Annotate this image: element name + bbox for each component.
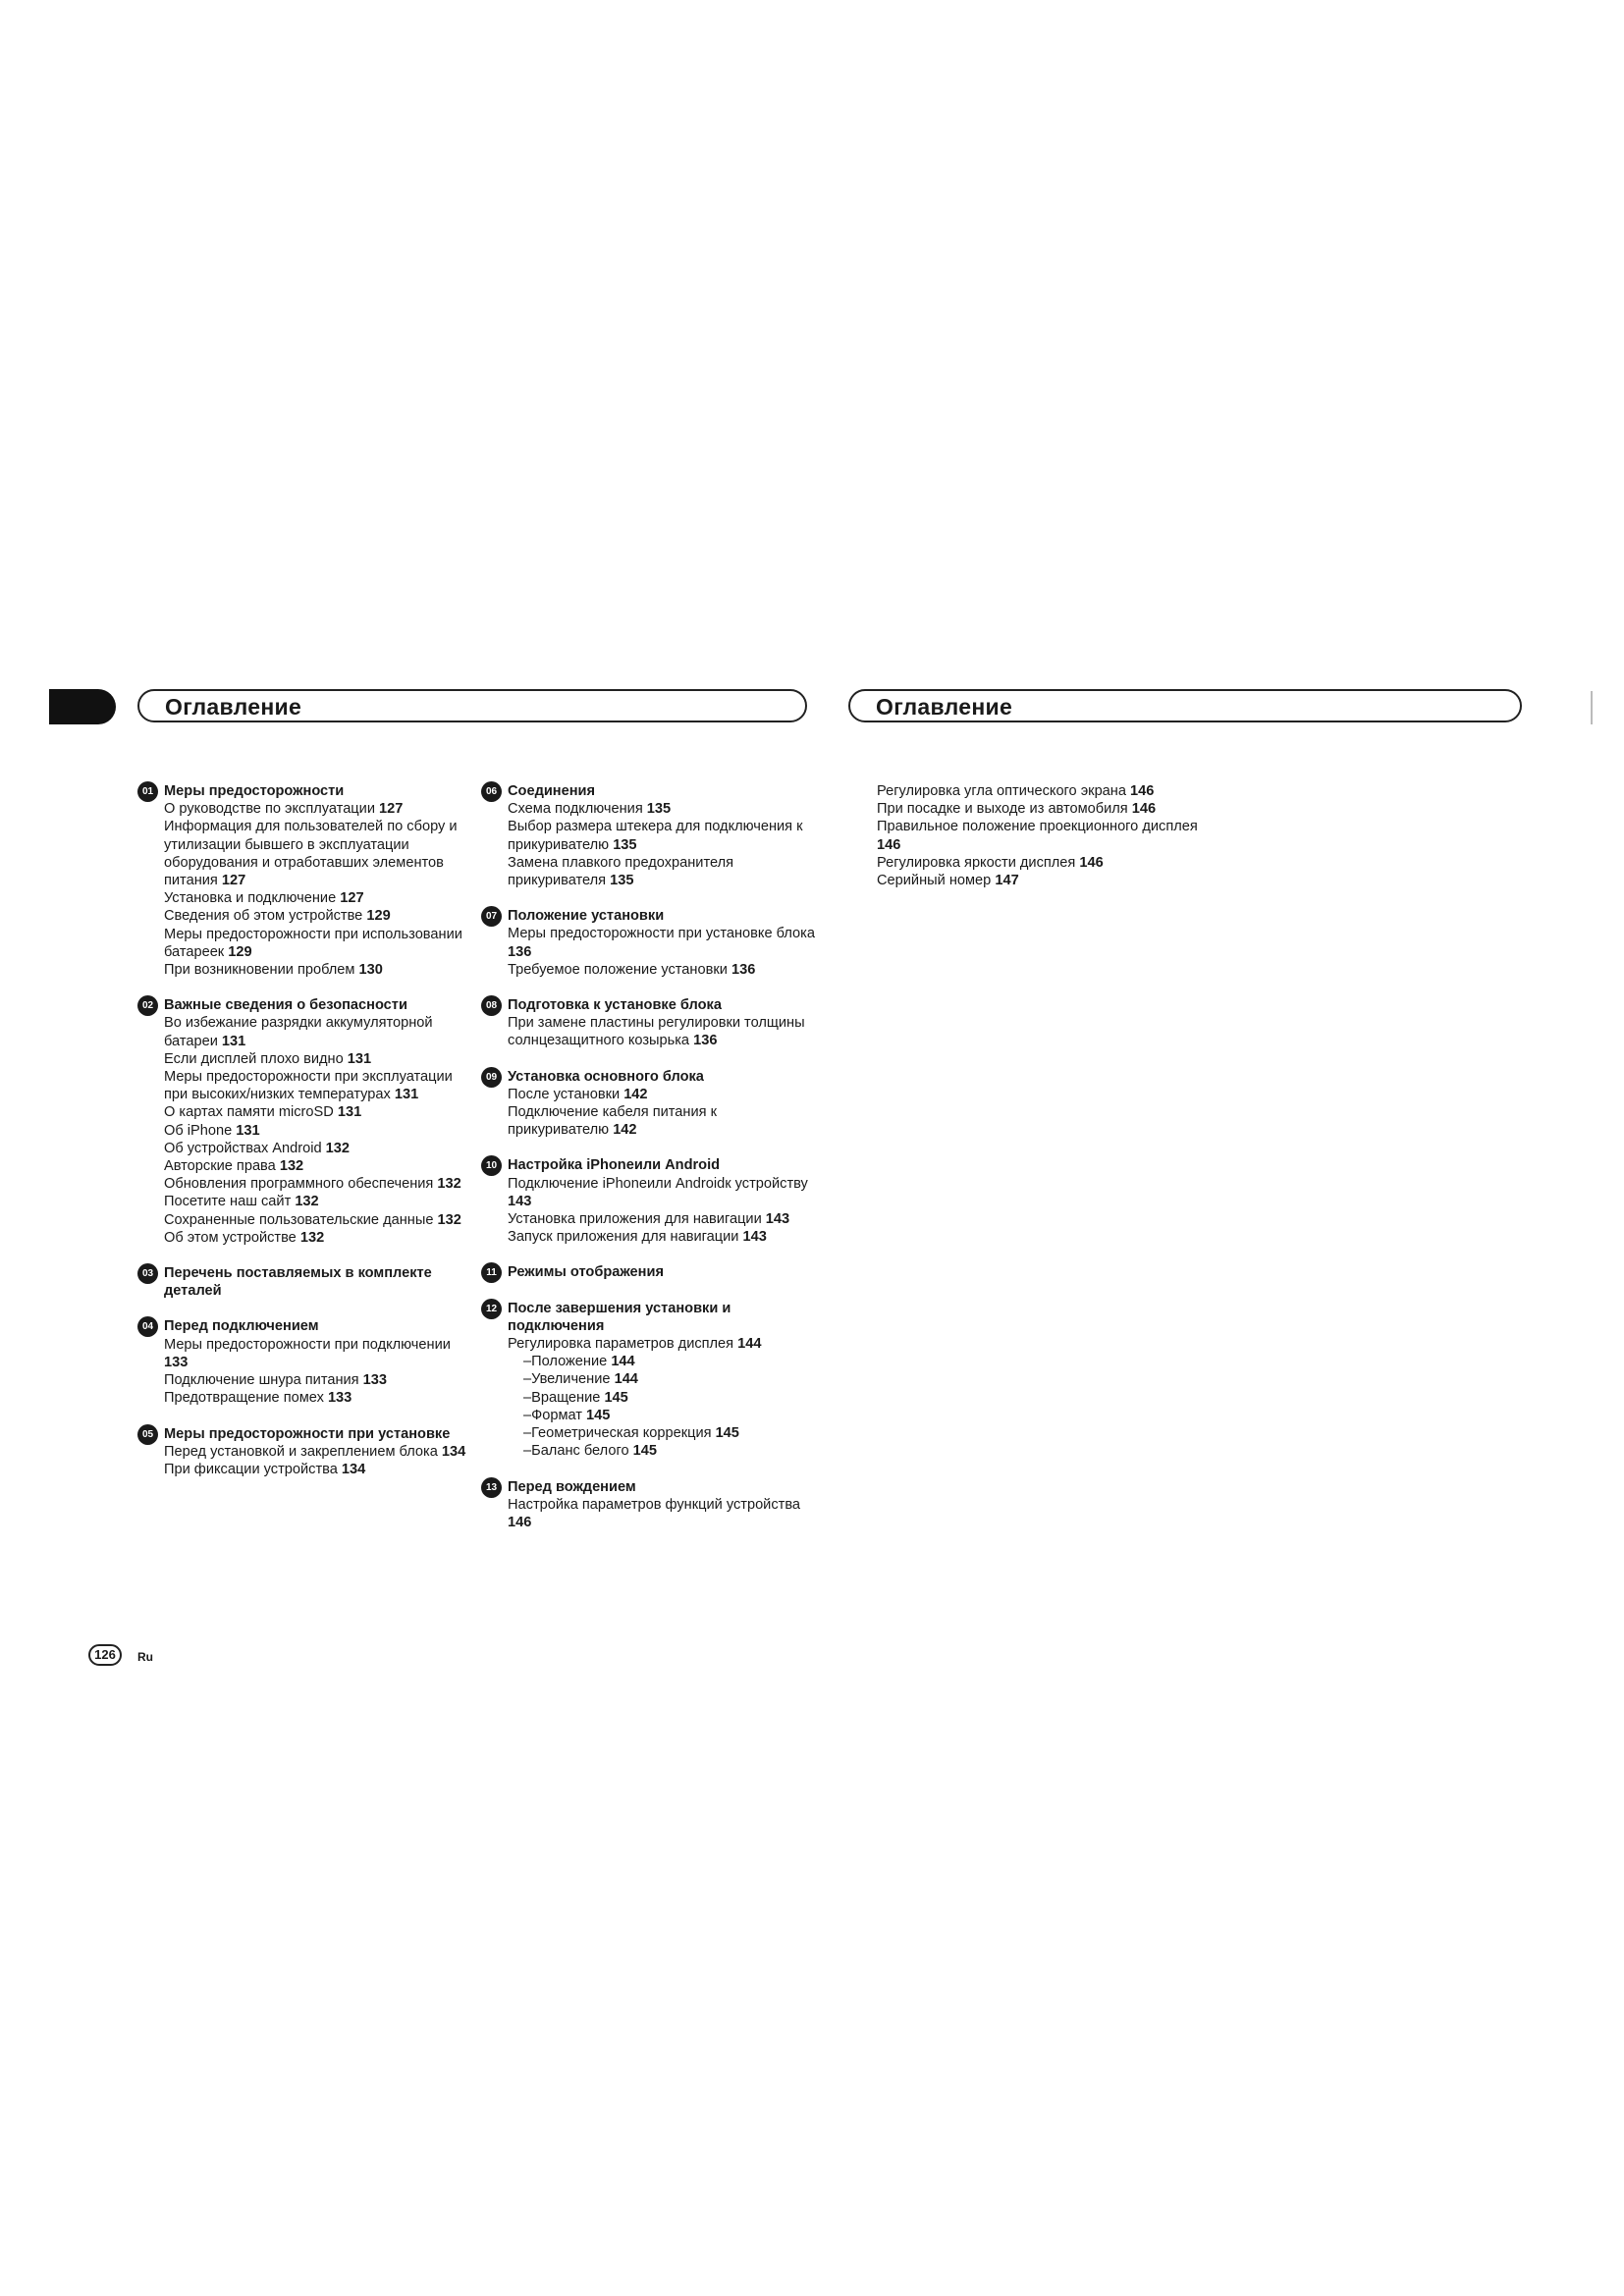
entry-page-number: 131 (337, 1104, 362, 1121)
header-banner-right (848, 689, 1522, 722)
section-title: Настройка iPhoneили Android (508, 1157, 721, 1174)
toc-entry[interactable] (508, 1086, 820, 1103)
entry-text: –Геометрическая коррекция (523, 1425, 712, 1442)
toc-section (137, 1425, 476, 1479)
entry-text: Установка приложения для навигации (508, 1211, 762, 1228)
section-title: Перед вождением (508, 1478, 636, 1495)
entry-text: Об этом устройстве (164, 1229, 297, 1246)
entry-page-number: 132 (437, 1176, 461, 1193)
entry-page-number: 144 (611, 1354, 635, 1370)
toc-entry[interactable] (508, 1407, 820, 1424)
toc-section (481, 907, 820, 979)
entry-text: –Формат (523, 1407, 582, 1423)
entry-text: После установки (508, 1086, 621, 1102)
toc-entry[interactable] (164, 1371, 476, 1389)
entry-text: Меры предосторожности при эксплуатации при высоких/низких температурах (164, 1069, 453, 1103)
section-number-icon: 11 (481, 1262, 502, 1283)
entry-page-number: 131 (236, 1122, 260, 1139)
entry-text: О руководстве по эксплуатации (164, 801, 375, 818)
toc-entry[interactable] (164, 961, 476, 979)
toc-column-3 (877, 782, 1216, 907)
entry-text: Меры предосторожности при подключении (164, 1336, 451, 1353)
section-number-icon: 10 (481, 1155, 502, 1176)
toc-entry[interactable] (508, 1335, 820, 1353)
section-number-icon: 08 (481, 995, 502, 1016)
entry-text: –Положение (523, 1354, 608, 1370)
toc-section (137, 1317, 476, 1407)
section-heading[interactable] (481, 1478, 820, 1496)
entry-text: Меры предосторожности при использовании батареек (164, 926, 462, 960)
section-number-icon: 04 (137, 1316, 158, 1337)
section-number-icon: 06 (481, 781, 502, 802)
toc-entry[interactable] (508, 1228, 820, 1246)
toc-entry[interactable] (164, 818, 476, 889)
entry-page-number: 132 (279, 1158, 304, 1175)
section-heading[interactable] (481, 907, 820, 925)
section-number-icon: 05 (137, 1424, 158, 1445)
entry-page-number: 134 (341, 1461, 366, 1477)
header-banner-left (137, 689, 807, 722)
page-edge-mark (1591, 691, 1593, 724)
entry-text: Регулировка яркости дисплея (877, 854, 1076, 871)
toc-entry[interactable] (508, 800, 820, 818)
toc-section (481, 1478, 820, 1532)
toc-column-1 (137, 782, 476, 1496)
entry-page-number: 133 (362, 1372, 388, 1389)
entry-page-number: 135 (646, 801, 672, 818)
entry-text: Об устройствах Android (164, 1140, 322, 1156)
entry-text: Информация для пользователей по сбору и утилизации бывшего в эксплуатации оборудования и отработавших элементов питания (164, 819, 458, 889)
toc-entry[interactable] (508, 1442, 820, 1460)
section-heading[interactable] (481, 1300, 820, 1335)
section-title: Важные сведения о безопасности (164, 997, 407, 1014)
entry-text: Выбор размера штекера для подключения к прикуривателю (508, 819, 803, 853)
entry-page-number: 132 (295, 1194, 319, 1210)
entry-page-number: 135 (610, 873, 634, 889)
entry-page-number: 130 (358, 962, 383, 979)
section-number-icon: 02 (137, 995, 158, 1016)
toc-section (481, 1300, 820, 1461)
entry-page-number: 145 (632, 1443, 658, 1460)
entry-text: Требуемое положение установки (508, 961, 728, 978)
entry-text: Меры предосторожности при установке блока (508, 926, 815, 942)
entry-text: Регулировка параметров дисплея (508, 1336, 734, 1353)
entry-page-number: 136 (731, 961, 756, 978)
entry-text: –Баланс белого (523, 1443, 629, 1460)
entry-page-number: 145 (604, 1389, 628, 1406)
toc-entry[interactable] (877, 854, 1216, 872)
section-title: Режимы отображения (508, 1264, 664, 1281)
toc-entry[interactable] (164, 1157, 476, 1175)
section-number-icon: 09 (481, 1067, 502, 1088)
entry-page-number: 129 (366, 908, 391, 925)
toc-entry[interactable] (164, 1193, 476, 1210)
toc-entry[interactable] (164, 1229, 476, 1247)
entry-page-number: 146 (1079, 854, 1104, 871)
toc-entry[interactable] (508, 1496, 820, 1531)
entry-text: При фиксации устройства (164, 1461, 338, 1477)
entry-page-number: 147 (995, 873, 1019, 889)
entry-page-number: 129 (228, 943, 252, 960)
section-title: Меры предосторожности при установке (164, 1425, 451, 1442)
section-number-icon: 03 (137, 1263, 158, 1284)
toc-entry[interactable] (164, 1336, 476, 1371)
entry-page-number: 135 (613, 836, 637, 853)
entry-page-number: 143 (508, 1193, 532, 1209)
section-number-icon: 12 (481, 1299, 502, 1319)
entry-text: При замене пластины регулировки толщины солнцезащитного козырька (508, 1015, 805, 1049)
section-heading[interactable] (481, 996, 820, 1014)
entry-page-number: 143 (742, 1229, 767, 1246)
entry-page-number: 142 (623, 1086, 648, 1102)
toc-entry[interactable] (508, 1370, 820, 1388)
toc-section (137, 996, 476, 1247)
toc-entry[interactable] (877, 872, 1216, 889)
entry-page-number: 146 (1131, 801, 1157, 818)
toc-section (481, 1263, 820, 1281)
entry-page-number: 131 (347, 1050, 372, 1067)
toc-section (481, 782, 820, 889)
section-title: Установка основного блока (508, 1068, 704, 1085)
section-heading[interactable] (481, 1156, 820, 1174)
page-title-right: Оглавление (876, 694, 1013, 720)
toc-entry[interactable] (164, 1103, 476, 1121)
entry-page-number: 133 (164, 1354, 189, 1370)
section-number-icon: 01 (137, 781, 158, 802)
page-number-badge: 126 (88, 1644, 122, 1666)
toc-section (877, 782, 1216, 889)
toc-entry[interactable] (508, 1424, 820, 1442)
toc-entry[interactable] (877, 800, 1216, 818)
entry-text: Предотвращение помех (164, 1390, 324, 1407)
section-title: Перечень поставляемых в комплекте деталей (164, 1265, 432, 1300)
section-heading[interactable] (137, 1425, 476, 1443)
entry-text: Сведения об этом устройстве (164, 908, 363, 925)
toc-entry[interactable] (508, 1389, 820, 1407)
entry-text: Запуск приложения для навигации (508, 1229, 739, 1246)
toc-entry[interactable] (164, 1122, 476, 1140)
toc-entry[interactable] (164, 1389, 476, 1407)
entry-text: О картах памяти microSD (164, 1104, 334, 1121)
toc-column-2 (481, 782, 820, 1549)
page-title-left: Оглавление (165, 694, 302, 720)
entry-page-number: 145 (715, 1425, 739, 1442)
toc-entry[interactable] (164, 1461, 476, 1478)
toc-entry[interactable] (164, 1175, 476, 1193)
toc-entry[interactable] (164, 1443, 476, 1461)
toc-section (481, 996, 820, 1050)
entry-page-number: 144 (614, 1371, 638, 1388)
toc-entry[interactable] (164, 800, 476, 818)
entry-text: При посадке и выходе из автомобиля (877, 801, 1128, 818)
entry-page-number: 127 (340, 890, 364, 907)
toc-section (481, 1068, 820, 1140)
entry-text: Подключение шнура питания (164, 1372, 359, 1389)
section-heading[interactable] (481, 782, 820, 800)
toc-entry[interactable] (508, 1175, 820, 1210)
entry-page-number: 132 (325, 1140, 351, 1156)
section-heading[interactable] (481, 1068, 820, 1086)
entry-page-number: 145 (586, 1407, 611, 1423)
toc-section (481, 1156, 820, 1246)
toc-entry[interactable] (508, 1210, 820, 1228)
section-title: Меры предосторожности (164, 783, 345, 799)
entry-text: Обновления программного обеспечения (164, 1176, 434, 1193)
toc-entry[interactable] (877, 818, 1216, 853)
entry-page-number: 146 (1130, 783, 1155, 799)
toc-entry[interactable] (508, 818, 820, 853)
section-title: Соединения (508, 783, 596, 799)
entry-text: Подключение iPhoneили Androidк устройству (508, 1175, 808, 1192)
entry-text: Установка и подключение (164, 890, 337, 907)
entry-page-number: 127 (221, 873, 246, 889)
toc-entry[interactable] (508, 925, 820, 960)
entry-text: Во избежание разрядки аккумуляторной батареи (164, 1015, 433, 1049)
toc-entry[interactable] (164, 1211, 476, 1229)
section-title: Положение установки (508, 908, 665, 925)
section-title: После завершения установки и подключения (508, 1300, 731, 1334)
entry-text: Правильное положение проекционного дисплея (877, 819, 1198, 835)
toc-entry[interactable] (508, 854, 820, 889)
section-heading[interactable] (481, 1263, 820, 1281)
toc-entry[interactable] (877, 782, 1216, 800)
entry-page-number: 136 (508, 943, 532, 960)
entry-page-number: 142 (613, 1122, 637, 1139)
entry-text: Схема подключения (508, 801, 643, 818)
entry-text: Посетите наш сайт (164, 1194, 292, 1210)
entry-page-number: 127 (379, 801, 404, 818)
section-heading[interactable] (137, 782, 476, 800)
toc-entry[interactable] (164, 907, 476, 925)
entry-text: Авторские права (164, 1158, 276, 1175)
entry-page-number: 132 (437, 1211, 461, 1228)
entry-text: –Увеличение (523, 1371, 611, 1388)
entry-text: –Вращение (523, 1389, 601, 1406)
section-heading[interactable] (137, 1317, 476, 1335)
entry-page-number: 146 (877, 836, 901, 853)
toc-entry[interactable] (164, 889, 476, 907)
section-number-icon: 13 (481, 1477, 502, 1498)
chapter-tab-marker (49, 689, 116, 724)
entry-text: Сохраненные пользовательские данные (164, 1211, 434, 1228)
entry-text: Перед установкой и закреплением блока (164, 1443, 438, 1460)
entry-text: Регулировка угла оптического экрана (877, 783, 1126, 799)
entry-text: Подключение кабеля питания к прикуривателю (508, 1104, 717, 1139)
toc-entry[interactable] (164, 1068, 476, 1103)
toc-entry[interactable] (508, 1353, 820, 1370)
section-title: Перед подключением (164, 1318, 319, 1335)
entry-page-number: 136 (693, 1033, 718, 1049)
section-number-icon: 07 (481, 906, 502, 927)
entry-text: Если дисплей плохо видно (164, 1050, 344, 1067)
toc-entry[interactable] (164, 1050, 476, 1068)
section-heading[interactable] (137, 1264, 476, 1300)
toc-section (137, 1264, 476, 1300)
toc-entry[interactable] (508, 1014, 820, 1049)
entry-page-number: 144 (737, 1336, 762, 1353)
entry-text: При возникновении проблем (164, 962, 355, 979)
toc-entry[interactable] (508, 961, 820, 979)
entry-page-number: 131 (394, 1087, 419, 1103)
section-heading[interactable] (137, 996, 476, 1014)
toc-section (137, 782, 476, 979)
entry-text: Замена плавкого предохранителя прикуривателя (508, 854, 734, 889)
toc-entry[interactable] (164, 1014, 476, 1049)
language-code: Ru (137, 1650, 153, 1664)
entry-text: Об iPhone (164, 1122, 233, 1139)
entry-text: Настройка параметров функций устройства (508, 1496, 801, 1513)
entry-text: Серийный номер (877, 873, 992, 889)
entry-page-number: 133 (327, 1390, 352, 1407)
entry-page-number: 132 (299, 1229, 325, 1246)
entry-page-number: 143 (765, 1211, 790, 1228)
entry-page-number: 131 (221, 1033, 246, 1049)
toc-entry[interactable] (164, 926, 476, 961)
toc-entry[interactable] (508, 1103, 820, 1139)
toc-entry[interactable] (164, 1140, 476, 1157)
section-title: Подготовка к установке блока (508, 997, 722, 1014)
entry-page-number: 146 (508, 1514, 532, 1530)
entry-page-number: 134 (441, 1443, 466, 1460)
